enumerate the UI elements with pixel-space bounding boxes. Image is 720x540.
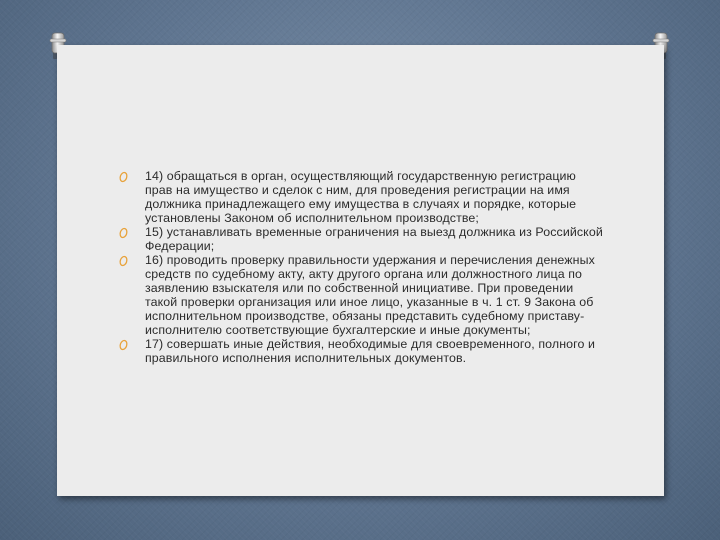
list-item-text: 17) совершать иные действия, необходимые для своевременного, полного и правильного исполнения исполнительных документов. [145, 337, 596, 365]
list-item-16 [118, 253, 603, 337]
bullet-list [118, 169, 603, 365]
list-item-15 [118, 225, 603, 253]
list-item-14 [118, 169, 603, 225]
list-item-text: 16) проводить проверку правильности удержания и перечисления денежных средств по судебному акту, акту другого органа или должностного лица по заявлению взыскателя или по собственной инициативе. При проведении такой проверки организация или иное лицо, указанные в ч. 1 ст. 9 Закона об исполнительном производстве, обязаны представить судебному приставу-исполнителю соответствующие бухгалтерские и иные документы; [145, 253, 595, 337]
o-bullet-icon [118, 171, 130, 183]
list-item-text: 15) устанавливать временные ограничения на выезд должника из Российской Федерации; [145, 225, 603, 253]
list-item-text: 14) обращаться в орган, осуществляющий государственную регистрацию прав на имущество и сделок с ним, для проведения регистрации на имя должника принадлежащего ему имущества в случаях и порядке, которые установлены Законом об исполнительном производстве; [145, 169, 577, 225]
o-bullet-icon [118, 227, 130, 239]
o-bullet-icon [118, 255, 130, 267]
list-item-17 [118, 337, 603, 365]
o-bullet-icon [118, 339, 130, 351]
